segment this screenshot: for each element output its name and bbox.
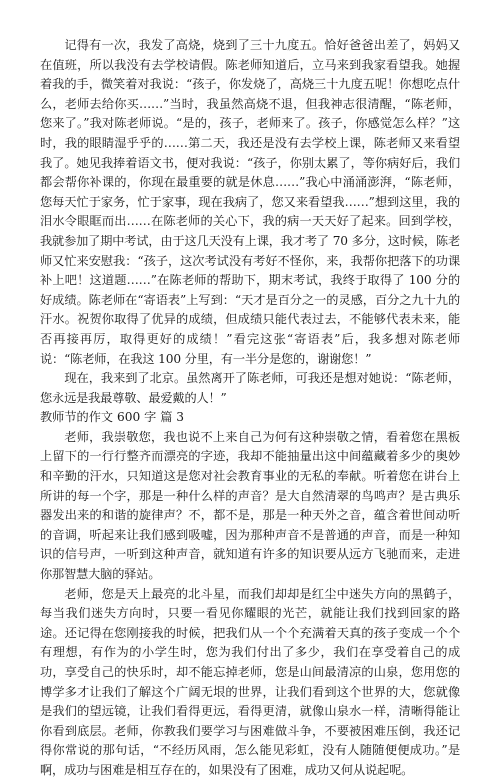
- section-heading: 教师节的作文 600 字 篇 3: [40, 410, 185, 425]
- paragraph-respect: 老师，我崇敬您，我也说不上来自己为何有这种崇敬之情，看着您在黑板上留下的一行行整齐而漂亮的字迹，我却不能抽量出这中间蕴藏着多少的奥妙和辛勤的汗水，只知道这是您对社会教育事业的无私的奉献。听着您在讲台上所讲的每一个字，那是一种什么样的声音？是大自然清翠的鸟鸣声？是古典乐器发出来的和谐的旋律声？不，都不是，那是一种天外之音，蕴含着世间动听的音调，听起来让我们感到吸嘘，因为那种声音不是普通的声音，而是一种知识的信号声，一听到这种声音，就知道有许多的知识要从远方飞驰而来，走进你那智慧大脑的驿站。: [40, 429, 460, 582]
- paragraph-beijing: 现在，我来到了北京。虽然离开了陈老师，可我还是想对她说：“陈老师，您永远是我最尊敬、最爱戴的人！”: [40, 371, 460, 405]
- paragraph-memory: 记得有一次，我发了高烧，烧到了三十九度五。恰好爸爸出差了，妈妈又在值班，所以我没有去学校请假。陈老师知道后，立马来到我家看望我。她握着我的手，微笑着对我说：“孩子，你发烧了，高烧三十九度五呢！你想吃点什么，老师去给你买……”当时，我虽然高烧不退，但我神志很清醒，“陈老师，您来了。”我对陈老师说。“是的，孩子，老师来了。孩子，你感觉怎么样？”这时，我的眼睛湿乎乎的……第二天，我还是没有去学校上课，陈老师又来看望我了。她见我捧着语文书，便对我说：“孩子，你别太累了，等你病好后，我们都会帮你补课的，你现在最重要的就是休息……”我心中涌涌澎湃，“陈老师，您每天忙于家务，忙于家事，现在我病了，您又来看望我……”想到这里，我的泪水令眼眶而出……在陈老师的关心下，我的病一天天好了起来。回到学校，我就参加了期中考试，由于这几天没有上课，我才考了 70 多分，这时候，陈老师又忙来安慰我：“孩子，这次考试没有考好不怪你，来，我帮你把落下的功课补上吧！这道题……”在陈老师的帮助下，期末考试，我终于取得了 100 分的好成绩。陈老师在“寄语表”上写到：“天才是百分之一的灵感，百分之九十九的汗水。祝贺你取得了优异的成绩，但成绩只能代表过去，不能够代表未来，能否再接再厉，取得更好的成绩！”看完这张“寄语表”后，我多想对陈老师说：“陈老师，在我这 100 分里，有一半分是您的，谢谢您！”: [40, 38, 460, 366]
- paragraph-north-star: 老师，您是天上最亮的北斗星，而我们却却是红尘中迷失方向的黑鹤子，每当我们迷失方向时，只要一看见你耀眼的光芒，就能让我们找到回家的路途。还记得在您刚接我的时候，把我们从一个个充满着天真的孩子变成一个个有理想，有作为的小学生时，您为我们付出了多少，我们在享受着自己的成功，享受自己的快乐时，却不能忘掉老师，您是山间最清凉的山泉，您用您的博学多才让我们了解这个广阔无垠的世界，让我们看到这个世界的大，您就像是我们的望远镜，让我们看得更远，看得更清，就像山泉水一样，清晰得能让你看到底层。老师，你教我们要学习与困难做斗争，不要被困难压倒，我还记得你常说的那句话，“不经历风雨，怎么能见彩虹，没有人随随便便成功。”是啊，成功与困难是相互存在的，如果没有了困难，成功又何从说起呢。: [40, 586, 460, 777]
